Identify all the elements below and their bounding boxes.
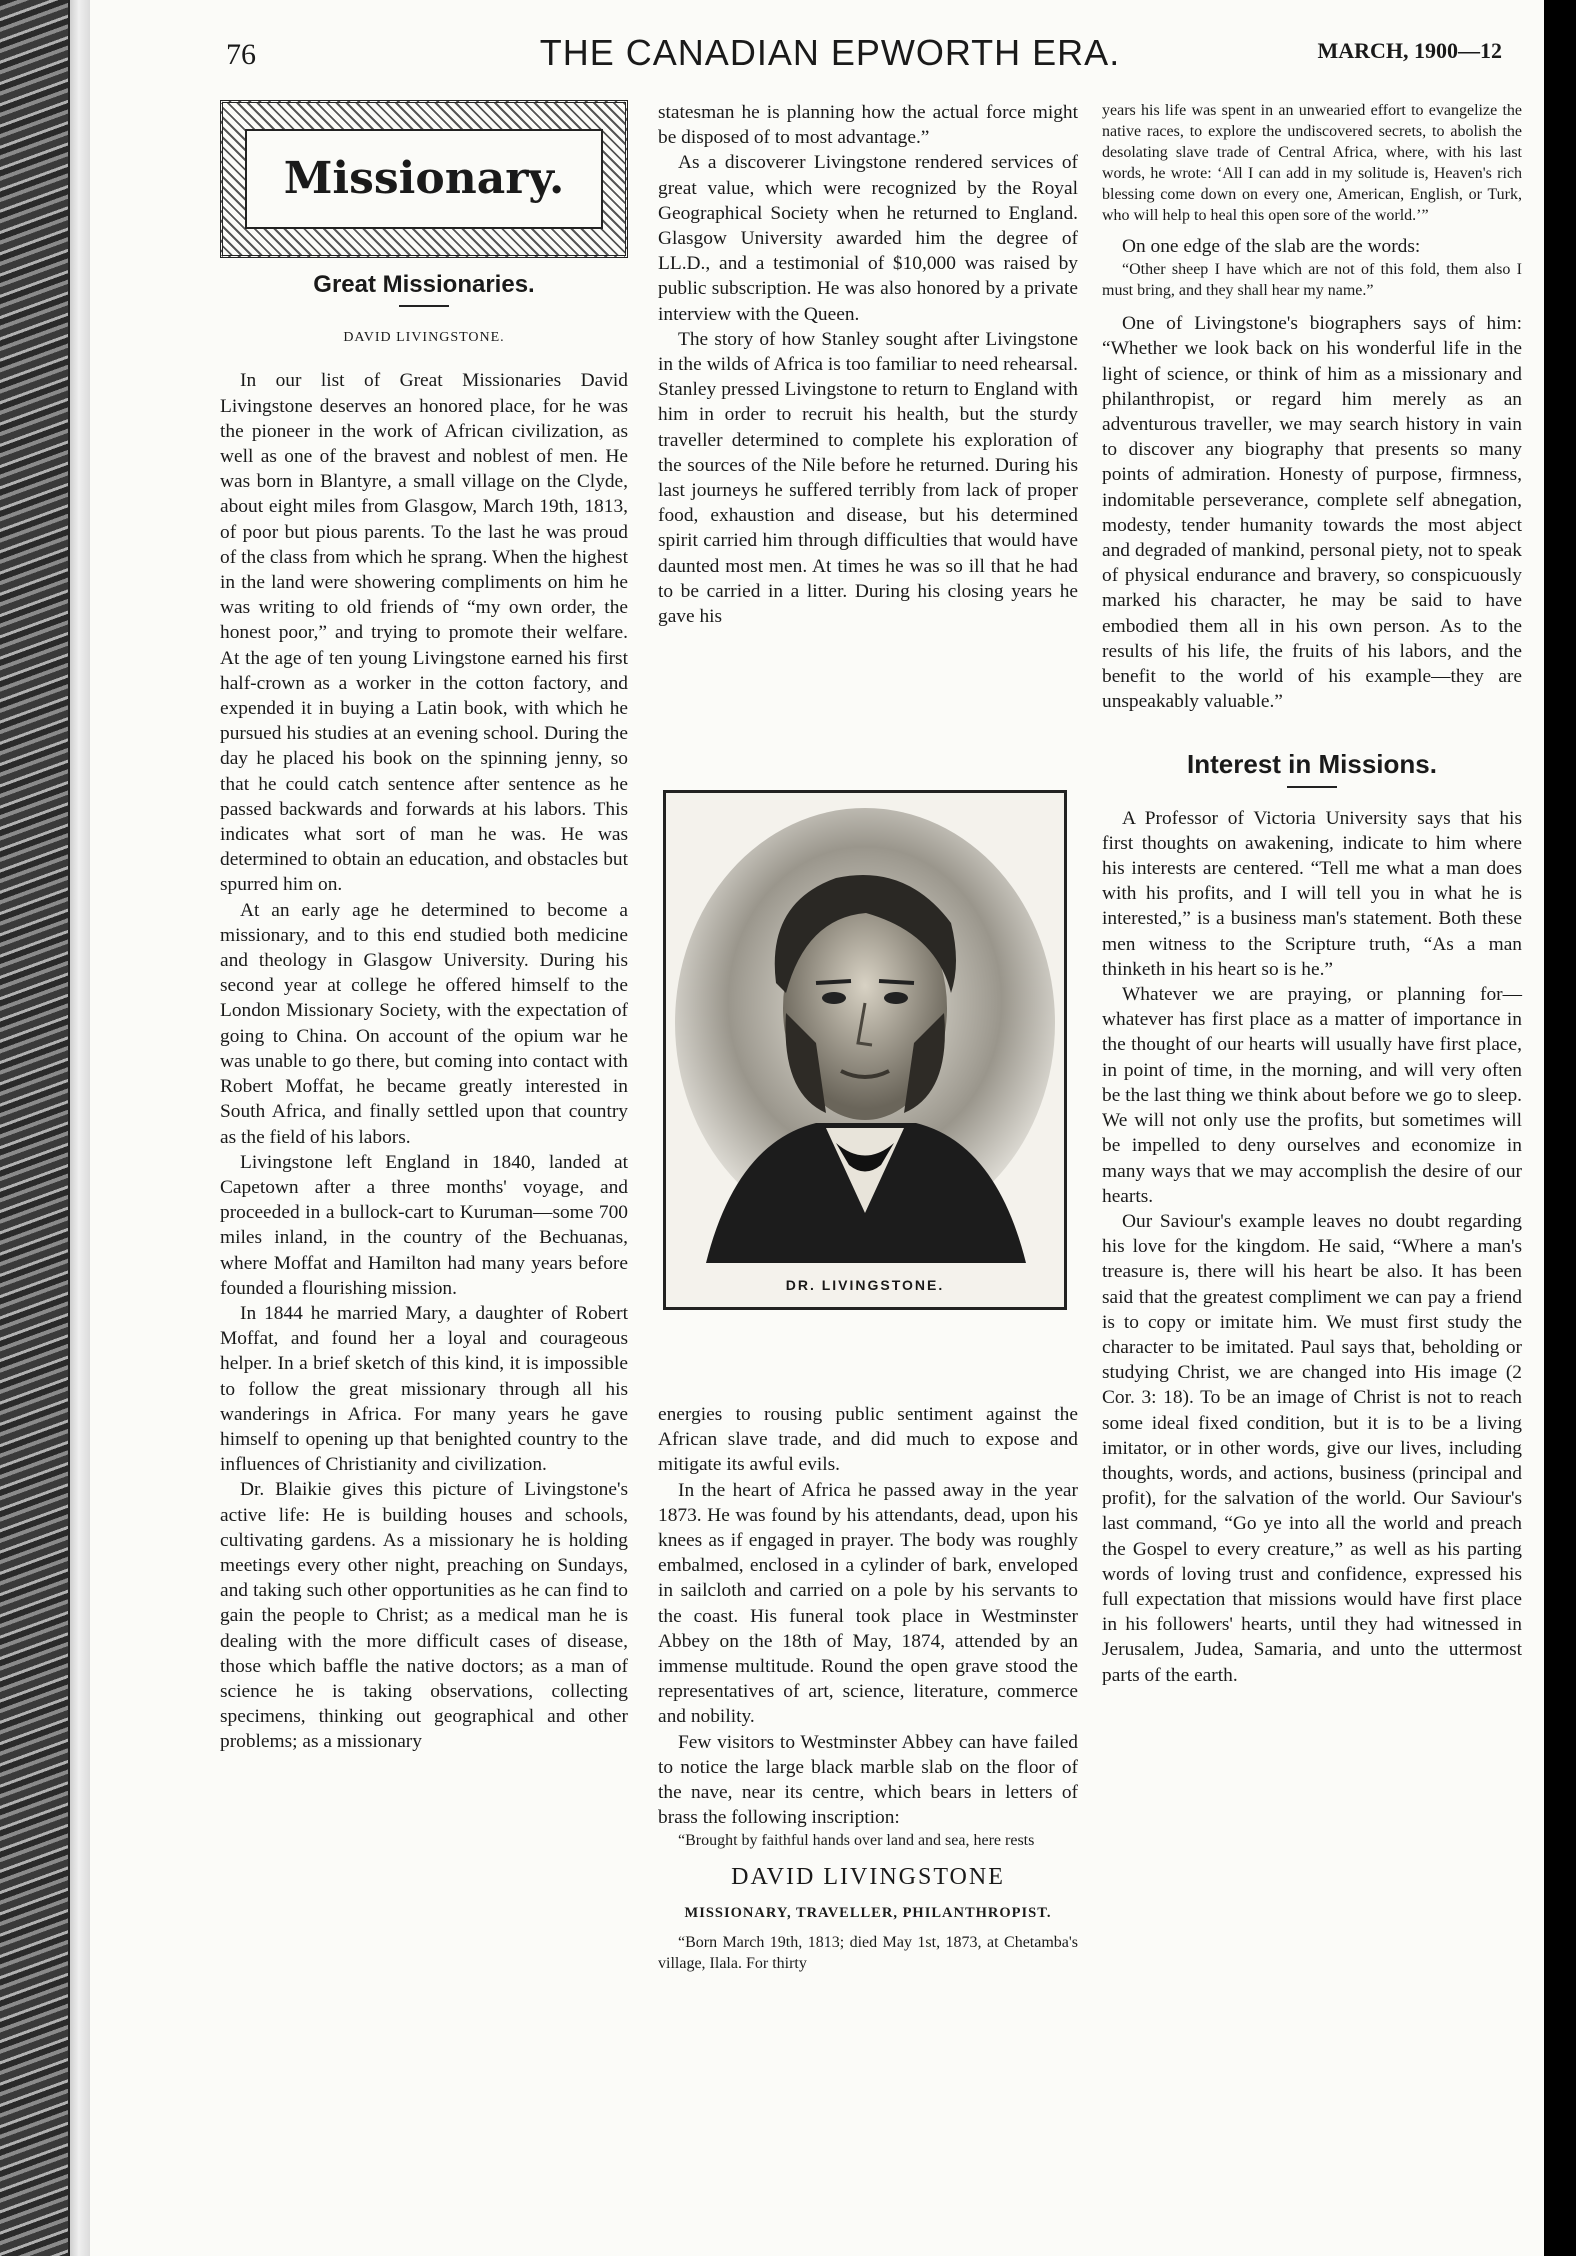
banner-frame — [245, 129, 603, 229]
paragraph: A Professor of Victoria University says that his first thoughts on awakening, indicate to him where his interests are centered. “Tell me what a man does with his profits, and I will tell you in what he is interested,” is a business man's statement. Both these men witness to the Scripture truth, “As a man thinketh in his heart so is he.” — [1102, 807, 1522, 980]
title-rule-2 — [1287, 786, 1337, 788]
column-2-top — [658, 100, 1078, 629]
paragraph: Our Saviour's example leaves no doubt regarding his love for the kingdom. He said, “Where a man's treasure is, there will his heart be also. It has been said that the greatest compliment we can pay a friend is to copy or imitate him. We must first study the character to be imitated. Paul says that, beholding or studying Christ, we are changed into His image (2 Cor. 3: 18). To be an image of Christ is not to reach some ideal fixed condition, but it is to be a living imitator, or in other words, give our lives, including thoughts, words, and actions, business (principal and profit), for the salvation of the world. Our Saviour's last command, “Go ye into all the world and preach the Gospel to every creature,” as well as his parting words of loving trust and confidence, expressed his full expectation that missions would have first place in his followers' hearts, until they had witnessed in Jerusalem, Judea, Samaria, and unto the uttermost parts of the earth. — [1102, 1210, 1522, 1686]
edge-inscription: “Other sheep I have which are not of this fold, them also I must bring, and they shall hear my name.” — [1102, 261, 1522, 300]
inscription-continued: years his life was spent in an unwearied effort to evangelize the native races, to explore the undiscovered secrets, to abolish the desolating slave trade of Central Africa, where, with his last words, he wrote: ‘All I can add in my solitude is, Heaven's rich blessing come down on every one, American, English, or Turk, who will help to heal this open sore of the world.’” — [1102, 102, 1522, 224]
paragraph: Whatever we are praying, or planning for—whatever has first place as a matter of importance in the thought of our hearts will usually have first place, in point of time, in the morning, and will very often be the last thing we think about before we go to sleep. We will not only use the profits, but sometimes will be impelled to deny ourselves and economize in many ways that we may accomplish the desire of our hearts. — [1102, 984, 1522, 1207]
article-title: Great Missionaries. — [313, 271, 535, 298]
paragraph: Dr. Blaikie gives this picture of Livingstone's active life: He is building houses and schools, cultivating gardens. As a missionary he is holding meetings every other night, preaching on Sundays, and taking such other opportunities as he can find to gain the people to Christ; as a medical man he is dealing with the more difficult cases of disease, those which baffle the native doctors; as a man of science he is taking observations, collecting specimens, thinking out geographical and other problems; as a missionary — [220, 1479, 628, 1753]
page-number: 76 — [226, 38, 256, 71]
inscription-titles: MISSIONARY, TRAVELLER, PHILANTHROPIST. — [684, 1904, 1052, 1921]
inscription-born: “Born March 19th, 1813; died May 1st, 1873, at Chetamba's village, Ilala. For thirty — [658, 1933, 1078, 1972]
paragraph: On one edge of the slab are the words: — [1122, 236, 1421, 257]
scan-edge — [1544, 0, 1576, 2256]
column-1 — [220, 100, 628, 1755]
paragraph: In our list of Great Missionaries David Livingstone deserves an honored place, for he was the pioneer in the work of African civilization, as well as one of the bravest and noblest of men. He was born in Blantyre, a small village on the Clyde, about eight miles from Glasgow, March 19th, 1813, of poor but pious parents. To the last he was proud of the class from which he sprang. When the highest in the land were showering compliments on him he was writing to old friends of “my own order, the honest poor,” and trying to promote their welfare. At the age of ten young Livingstone earned his first half-crown as a worker in the cotton factory, and expended it in buying a Latin book, with which he pursued his studies at an evening school. During the day he placed his book on the spinning jenny, so that he could catch sentence after sentence as he passed backwards and forwards at his labors. This indicates what sort of man he was. He was determined to obtain an education, and obstacles but spurred him on. — [220, 370, 628, 896]
paragraph: As a discoverer Livingstone rendered services of great value, which were recognized by the Royal Geographical Society when he returned to England. Glasgow University awarded him the degree of LL.D., and a testimonial of $10,000 was raised by public subscription. He was also honored by a private interview with the Queen. — [658, 152, 1078, 325]
paragraph: statesman he is planning how the actual force might be disposed of to most advantage.” — [658, 102, 1078, 149]
portrait-caption: DR. LIVINGSTONE. — [785, 1277, 945, 1293]
column-3 — [1102, 100, 1522, 1688]
section-banner — [220, 100, 628, 258]
livingstone-portrait — [666, 793, 1064, 1307]
paragraph: In 1844 he married Mary, a daughter of Robert Moffat, and found her a loyal and courageous helper. In a brief sketch of this kind, it is impossible to follow the great missionary through all his wanderings in Africa. For many years he gave himself to opening up that benighted country to the influences of Christianity and civilization. — [220, 1302, 628, 1476]
paragraph: energies to rousing public sentiment against the African slave trade, and did much to expose and mitigate its awful evils. — [658, 1404, 1078, 1476]
article-byline: DAVID LIVINGSTONE. — [343, 330, 505, 346]
banner-title: Missionary. — [283, 153, 565, 205]
page-gutter — [68, 0, 92, 2256]
paragraph: Livingstone left England in 1840, landed at Capetown after a three months' voyage, and proceeded in a bullock-cart to Kuruman—some 700 miles inland, in the country of the Bechuanas, where Moffat and Hamilton had many years before founded a flourishing mission. — [220, 1151, 628, 1299]
paragraph: In the heart of Africa he passed away in the year 1873. He was found by his attendants, dead, upon his knees as if engaged in prayer. The body was roughly embalmed, enclosed in a cylinder of bark, enveloped in sailcloth and carried on a pole by his servants to the coast. His funeral took place in Westminster Abbey on the 18th of May, 1874, attended by an immense multitude. Round the open grave stood the representatives of art, science, literature, commerce and nobility. — [658, 1479, 1078, 1728]
paragraph: One of Livingstone's biographers says of him: “Whether we look back on his wonderful life in the light of science, or think of him as a missionary and philanthropist, or regard him merely as an adventurous traveller, we may search history in vain to discover any biography that presents so many points of admiration. Honesty of purpose, firmness, indomitable perseverance, complete self abnegation, modesty, tender humanity towards the most abject and degraded of mankind, personal piety, not to speak of physical endurance and bravery, so conspicuously marked his character, he may be said to have embodied them all in his own person. As to the results of his life, the fruits of his labors, and the benefit to the world of his example—they are unspeakably valuable.” — [1102, 313, 1522, 713]
issue-date: MARCH, 1900—12 — [1317, 38, 1502, 63]
inscription-intro: “Brought by faithful hands over land and sea, here rests — [678, 1832, 1035, 1850]
publication-title: THE CANADIAN EPWORTH ERA. — [539, 32, 1121, 73]
title-rule — [399, 305, 449, 307]
inscription-name: DAVID LIVINGSTONE — [731, 1864, 1005, 1891]
portrait-figure — [663, 790, 1067, 1310]
page-header — [130, 28, 1530, 78]
paragraph: At an early age he determined to become a missionary, and to this end studied both medicine and theology in Glasgow University. During his second year at college he offered himself to the London Missionary Society, with the expectation of going to China. On account of the opium war he was unable to go there, but coming into contact with Robert Moffat, he became greatly interested in South Africa, and finally settled upon that country as the field of his labors. — [220, 899, 628, 1148]
paragraph: Few visitors to Westminster Abbey can have failed to notice the large black marble slab on the floor of the nave, near its centre, which bears in letters of brass the following inscription: — [658, 1731, 1078, 1829]
article-title-2: Interest in Missions. — [1187, 749, 1437, 780]
column-2-bottom — [658, 1402, 1078, 1974]
paragraph: The story of how Stanley sought after Livingstone in the wilds of Africa is too familiar to need rehearsal. Stanley pressed Livingstone to return to England with him in order to recruit his health, but the sturdy traveller determined to complete his exploration of the sources of the Nile before he returned. During his last journeys he suffered terribly from lack of proper food, exhaustion and disease, but his determined spirit carried him through difficulties that would have daunted most men. At times he was so ill that he had to be carried in a litter. During his closing years he gave his — [658, 328, 1078, 628]
book-binding — [0, 0, 68, 2256]
